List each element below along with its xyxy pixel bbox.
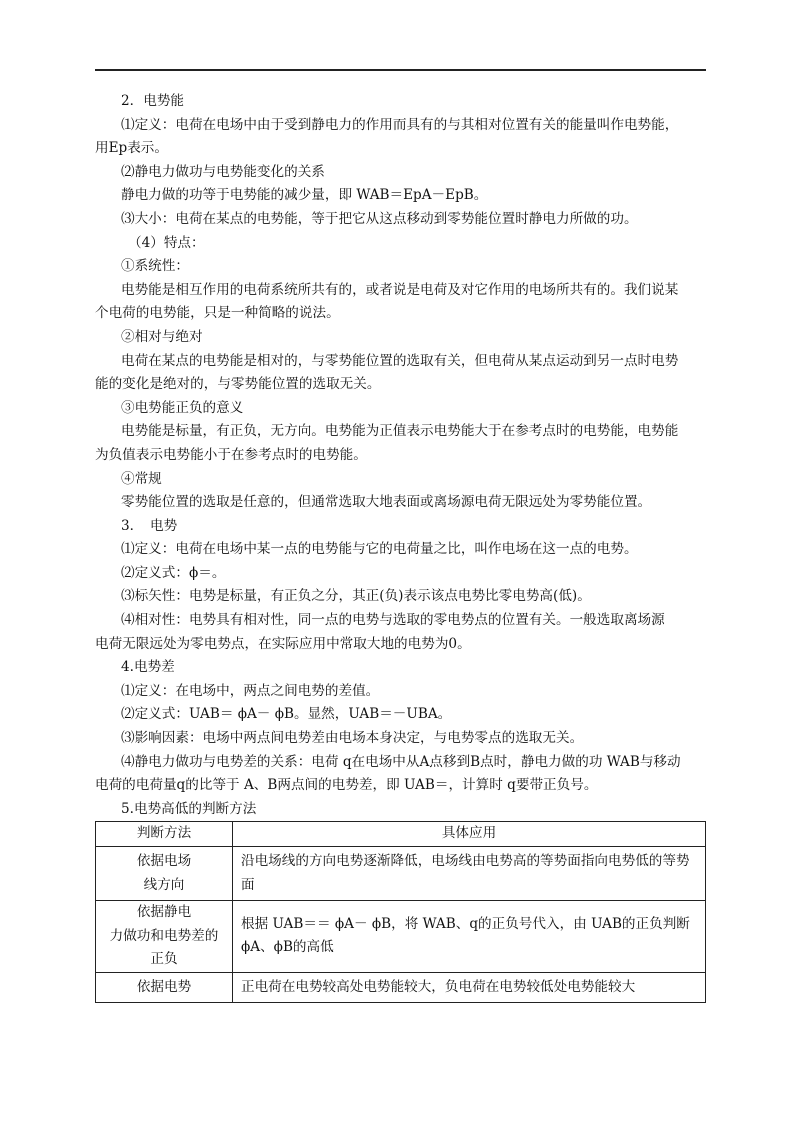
table-row bbox=[96, 901, 706, 973]
text-line: 电荷无限远处为零电势点，在实际应用中常取大地的电势为0。 bbox=[95, 635, 471, 652]
text-line: ⑶大小：电荷在某点的电势能，等于把它从这点移动到零势能位置时静电力所做的功。 bbox=[121, 210, 638, 227]
text-line: ③电势能正负的意义 bbox=[121, 399, 244, 416]
text-line: 电荷在某点的电势能是相对的，与零势能位置的选取有关，但电荷从某点运动到另一点时电势 bbox=[121, 352, 679, 369]
text-line: ⑶标矢性：电势是标量，有正负之分，其正(负)表示该点电势比零电势高(低)。 bbox=[121, 588, 591, 605]
table-row bbox=[96, 972, 706, 1003]
table-cell-method: 依据静电 力做功和电势差的 正负 bbox=[96, 901, 233, 973]
text-line: 电势能是相互作用的电荷系统所共有的，或者说是电荷及对它作用的电场所共有的。我们说某 bbox=[121, 281, 679, 298]
text-line: 2．电势能 bbox=[121, 93, 185, 109]
table-header-row bbox=[96, 822, 706, 847]
text-line: ⑴定义：在电场中，两点之间电势的差值。 bbox=[121, 682, 380, 699]
text-line: 个电荷的电势能，只是一种简略的说法。 bbox=[95, 305, 340, 322]
table-cell-method: 依据电场 线方向 bbox=[96, 847, 233, 901]
text-line: 电势能是标量，有正负，无方向。电势能为正值表示电势能大于在参考点时的电势能，电势能 bbox=[121, 423, 679, 440]
text-line: ⑴定义：电荷在电场中由于受到静电力的作用而具有的与其相对位置有关的能量叫作电势能， bbox=[121, 116, 679, 133]
document-body bbox=[95, 90, 706, 1003]
text-line: ⑶影响因素：电场中两点间电势差由电场本身决定，与电势零点的选取无关。 bbox=[121, 730, 584, 747]
text-line: 电荷的电荷量q的比等于 A、B两点间的电势差，即 UAB＝，计算时 q要带正负号。 bbox=[95, 777, 598, 794]
table-header-application: 具体应用 bbox=[233, 822, 706, 847]
table-cell-method: 依据电势 bbox=[96, 972, 233, 1003]
text-line: ⑴定义：电荷在电场中某一点的电势能与它的电荷量之比，叫作电场在这一点的电势。 bbox=[121, 541, 638, 558]
text-line: 能的变化是绝对的，与零势能位置的选取无关。 bbox=[95, 376, 381, 393]
text-line: ②相对与绝对 bbox=[121, 328, 203, 345]
header-rule bbox=[95, 69, 706, 71]
text-line: 5.电势高低的判断方法 bbox=[121, 800, 257, 817]
text-line: ⑵定义式：ϕ＝。 bbox=[121, 564, 226, 581]
table-cell-application: 正电荷在电势较高处电势能较大，负电荷在电势较低处电势能较大 bbox=[233, 972, 706, 1003]
text-line: 为负值表示电势能小于在参考点时的电势能。 bbox=[95, 446, 367, 463]
text-line: 用Ep表示。 bbox=[95, 140, 168, 157]
text-line: ⑵定义式：UAB＝ ϕA－ ϕB。显然，UAB＝－UBA。 bbox=[121, 706, 452, 723]
table-cell-application: 根据 UAB＝＝ ϕA－ ϕB，将 WAB、q的正负号代入，由 UAB的正负判断 ϕA、ϕB的高低 bbox=[233, 901, 706, 973]
text-line: 4.电势差 bbox=[121, 659, 175, 676]
text-line: 静电力做的功等于电势能的减少量，即 WAB＝EpA－EpB。 bbox=[121, 187, 488, 204]
text-line: ⑷静电力做功与电势差的关系：电荷 q在电场中从A点移到B点时，静电力做的功 WAB与移动 bbox=[121, 753, 681, 770]
text-lines bbox=[95, 90, 706, 821]
table-header-method: 判断方法 bbox=[96, 822, 233, 847]
method-table bbox=[95, 821, 706, 1003]
text-line: 3． 电势 bbox=[121, 517, 178, 534]
table-row bbox=[96, 847, 706, 901]
text-line: 零势能位置的选取是任意的，但通常选取大地表面或离场源电荷无限远处为零势能位置。 bbox=[121, 494, 652, 511]
table-cell-application: 沿电场线的方向电势逐渐降低，电场线由电势高的等势面指向电势低的等势面 bbox=[233, 847, 706, 901]
text-line: ④常规 bbox=[121, 470, 162, 487]
text-line: （4）特点： bbox=[128, 234, 205, 251]
text-line: ⑵静电力做功与电势能变化的关系 bbox=[121, 163, 325, 180]
text-line: ①系统性： bbox=[121, 258, 189, 275]
text-line: ⑷相对性：电势具有相对性，同一点的电势与选取的零电势点的位置有关。一般选取离场源 bbox=[121, 612, 665, 629]
